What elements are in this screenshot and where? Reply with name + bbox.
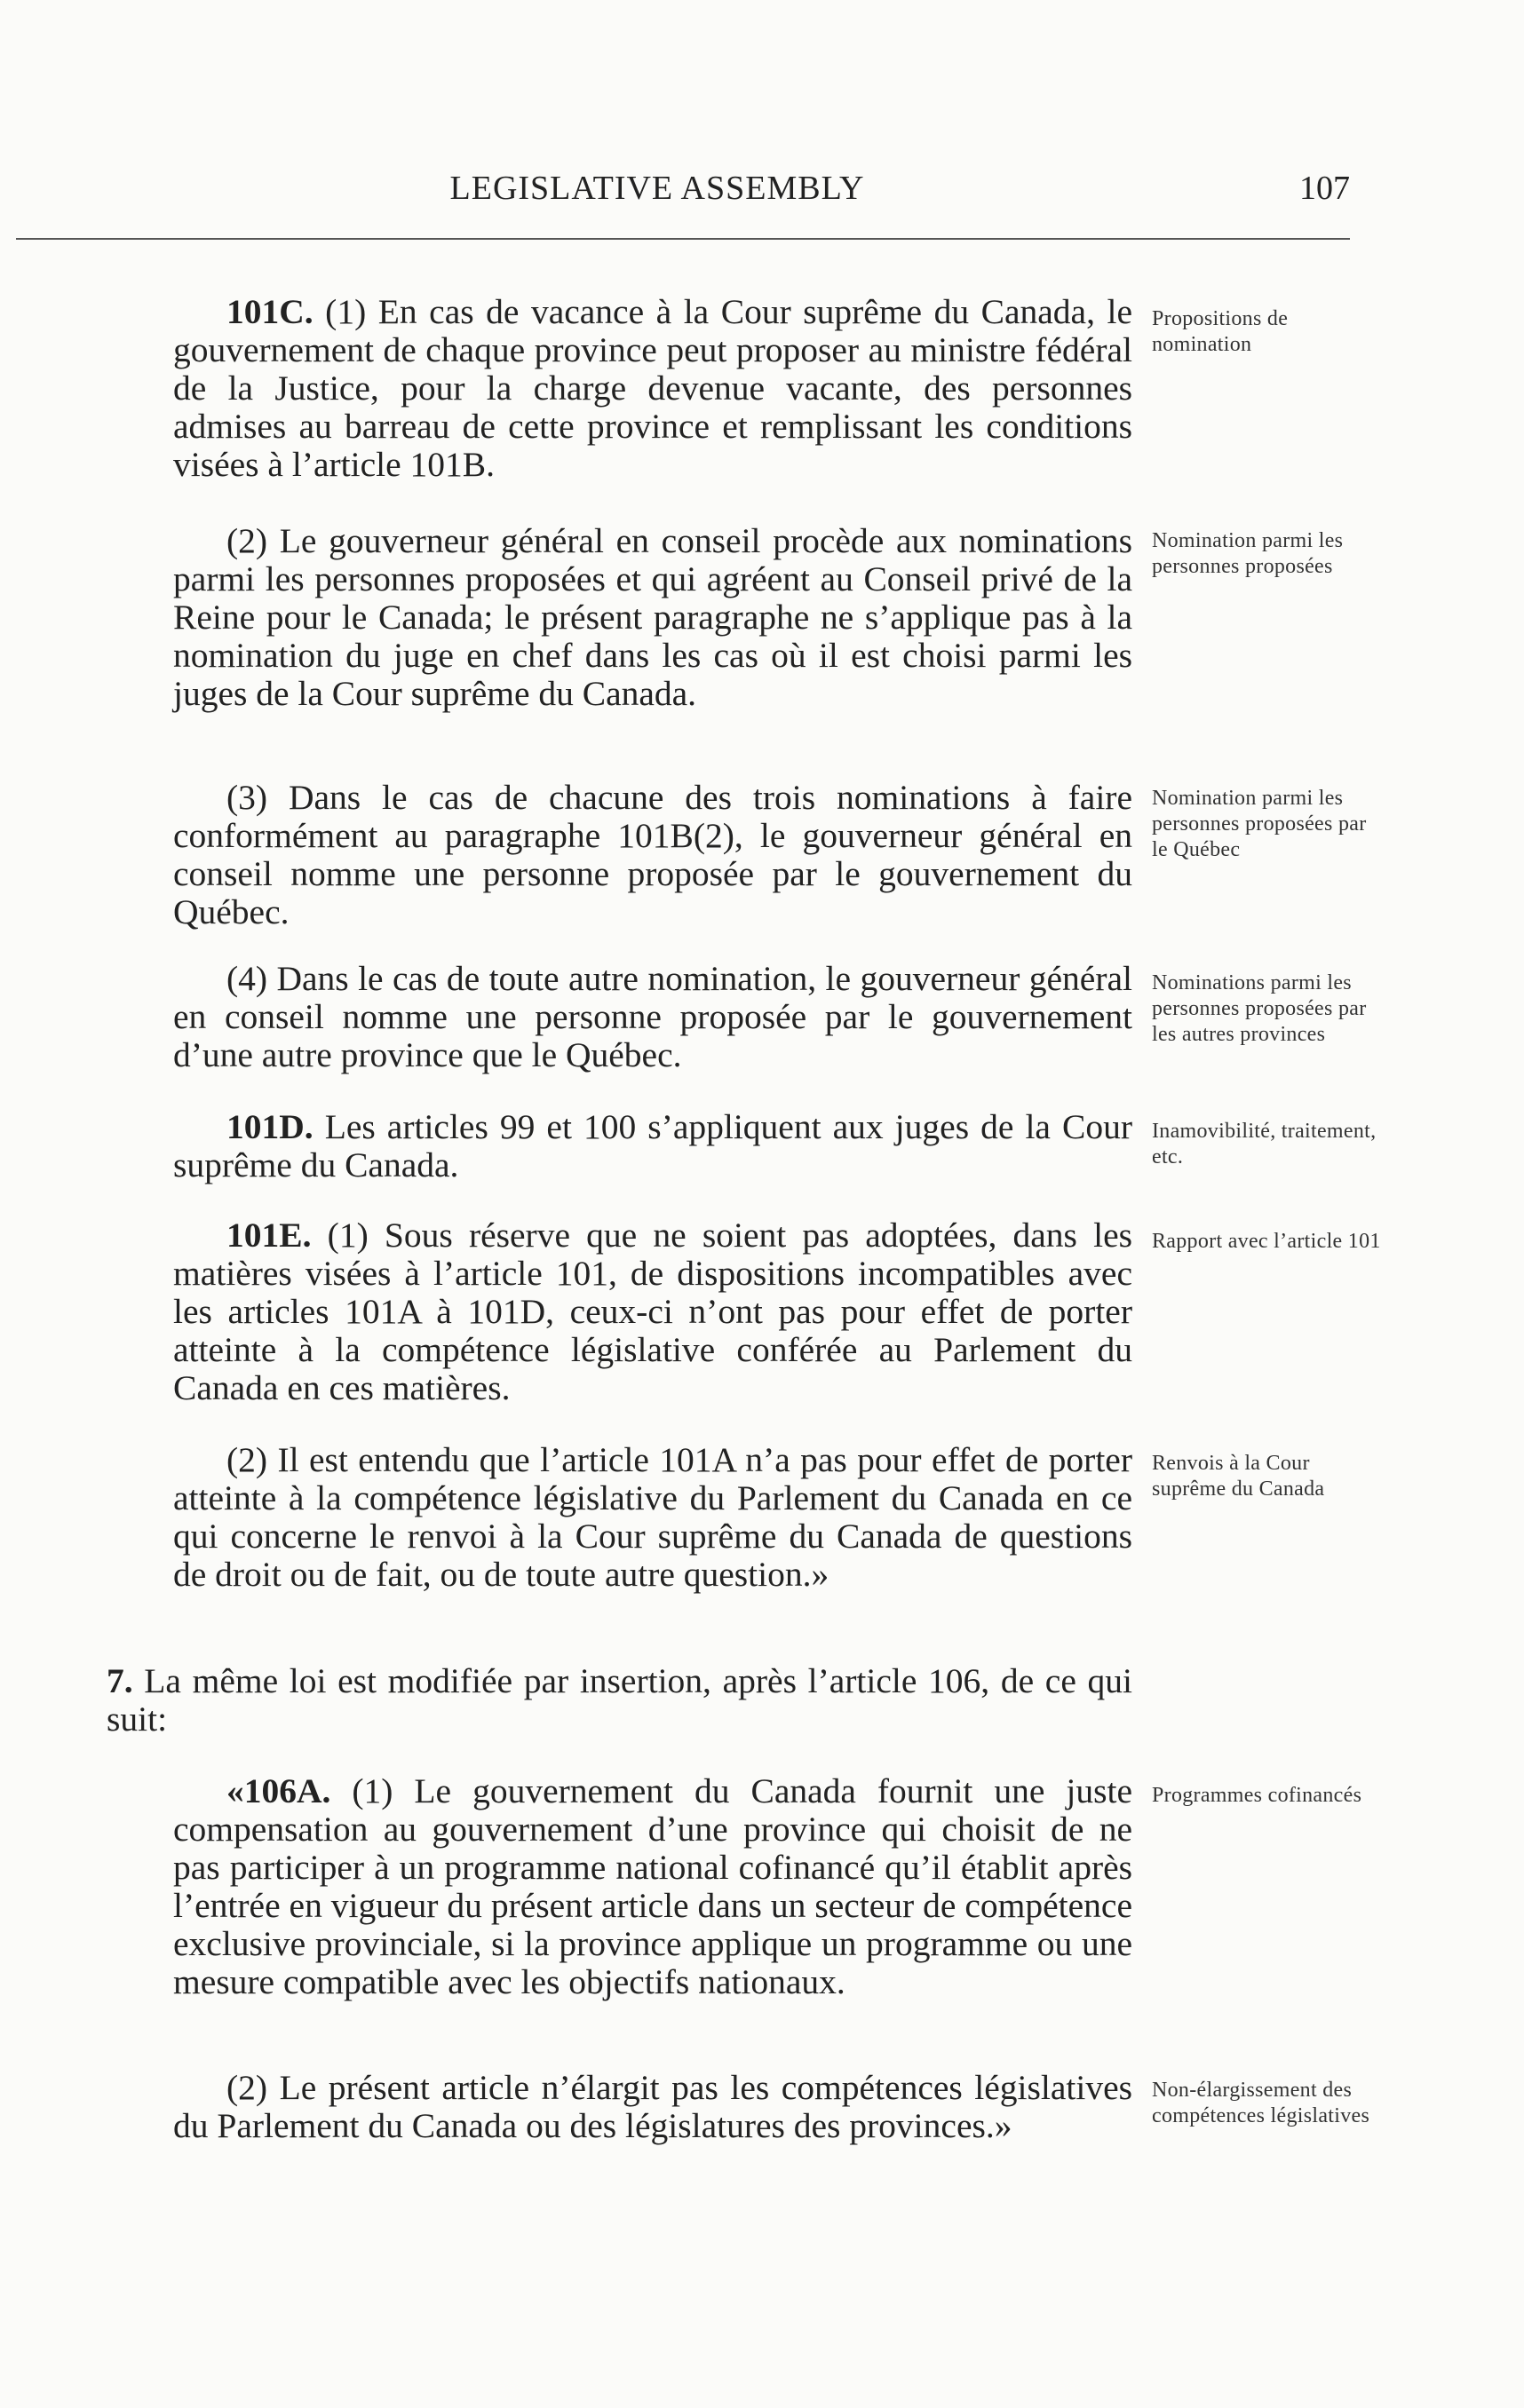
section-label: 101C.: [226, 292, 314, 331]
paragraph-text: (1) Le gouvernement du Canada fournit une juste compensation au gouvernement d’une province qui choisit de ne pas participer à un programme national cofinancé qu’il établit après l’entrée en vigueur du présent article dans un secteur de compétence exclusive provinciale, si la province applique un programme ou une mesure compatible avec les objectifs nationaux.: [173, 1771, 1132, 2001]
paragraph-101e-2: [173, 1441, 1132, 1594]
paragraph-text: (2) Le gouverneur général en conseil procède aux nominations parmi les personnes proposées et qui agréent au Conseil privé de la Reine pour le Canada; le présent paragraphe ne s’applique pas à la nomination du juge en chef dans les cas où il est choisi parmi les juges de la Cour suprême du Canada.: [173, 521, 1132, 713]
running-head-title: LEGISLATIVE ASSEMBLY: [449, 170, 865, 207]
margin-note: Non-élargissement des compétences législatives: [1152, 2079, 1370, 2127]
paragraph-text: (1) En cas de vacance à la Cour suprême du Canada, le gouvernement de chaque province peut proposer au ministre fédéral de la Justice, pour la charge devenue vacante, des personnes admises au barreau de cette province et remplissant les conditions visées à l’article 101B.: [173, 292, 1132, 484]
header-rule: [16, 238, 1350, 240]
paragraph-106a-1: [173, 1772, 1132, 2001]
margin-note: Nominations parmi les personnes proposées par les autres provinces: [1152, 971, 1367, 1046]
section-label: 101D.: [226, 1107, 314, 1146]
margin-note: Programmes cofinancés: [1152, 1784, 1362, 1807]
margin-note: Renvois à la Cour suprême du Canada: [1152, 1452, 1325, 1501]
margin-note: Nomination parmi les personnes proposées par le Québec: [1152, 787, 1367, 861]
paragraph-101c-1: [173, 293, 1132, 484]
paragraph-text: Les articles 99 et 100 s’appliquent aux juges de la Cour suprême du Canada.: [173, 1107, 1132, 1184]
section-label: 101E.: [226, 1216, 312, 1255]
paragraph-101c-2: [173, 522, 1132, 713]
paragraph-text: (1) Sous réserve que ne soient pas adoptées, dans les matières visées à l’article 101, de dispositions incompatibles avec les articles 101A à 101D, ceux-ci n’ont pas pour effet de porter atteinte à la compétence législative conférée au Parlement du Canada en ces matières.: [173, 1216, 1132, 1407]
paragraph-101c-3: [173, 779, 1132, 931]
page-number: 107: [1299, 170, 1350, 207]
section-label: 7.: [107, 1661, 133, 1700]
paragraph-text: (2) Il est entendu que l’article 101A n’a pas pour effet de porter atteinte à la compétence législative du Parlement du Canada en ce qui concerne le renvoi à la Cour suprême du Canada de questions de droit ou de fait, ou de toute autre question.»: [173, 1440, 1132, 1594]
paragraph-101d: [173, 1108, 1132, 1184]
section-label: «106A.: [226, 1771, 331, 1810]
paragraph-101e-1: [173, 1216, 1132, 1407]
paragraph-text: (4) Dans le cas de toute autre nomination, le gouverneur général en conseil nomme une personne proposée par le gouvernement d’une autre province que le Québec.: [173, 959, 1132, 1074]
paragraph-106a-2: [173, 2069, 1132, 2145]
margin-note: Nomination parmi les personnes proposées: [1152, 529, 1344, 578]
paragraph-7: [107, 1662, 1132, 1739]
margin-note: Propositions de nomination: [1152, 307, 1289, 356]
paragraph-text: (3) Dans le cas de chacune des trois nominations à faire conformément au paragraphe 101B(2), le gouverneur général en conseil nomme une personne proposée par le gouvernement du Québec.: [173, 778, 1132, 931]
paragraph-text: (2) Le présent article n’élargit pas les compétences législatives du Parlement du Canada ou des législatures des provinces.»: [173, 2068, 1132, 2145]
running-head: [0, 169, 1350, 213]
paragraph-101c-4: [173, 960, 1132, 1074]
margin-note: Inamovibilité, traitement, etc.: [1152, 1120, 1377, 1168]
paragraph-text: La même loi est modifiée par insertion, après l’article 106, de ce qui suit:: [107, 1661, 1132, 1739]
margin-note: Rapport avec l’article 101: [1152, 1230, 1381, 1253]
